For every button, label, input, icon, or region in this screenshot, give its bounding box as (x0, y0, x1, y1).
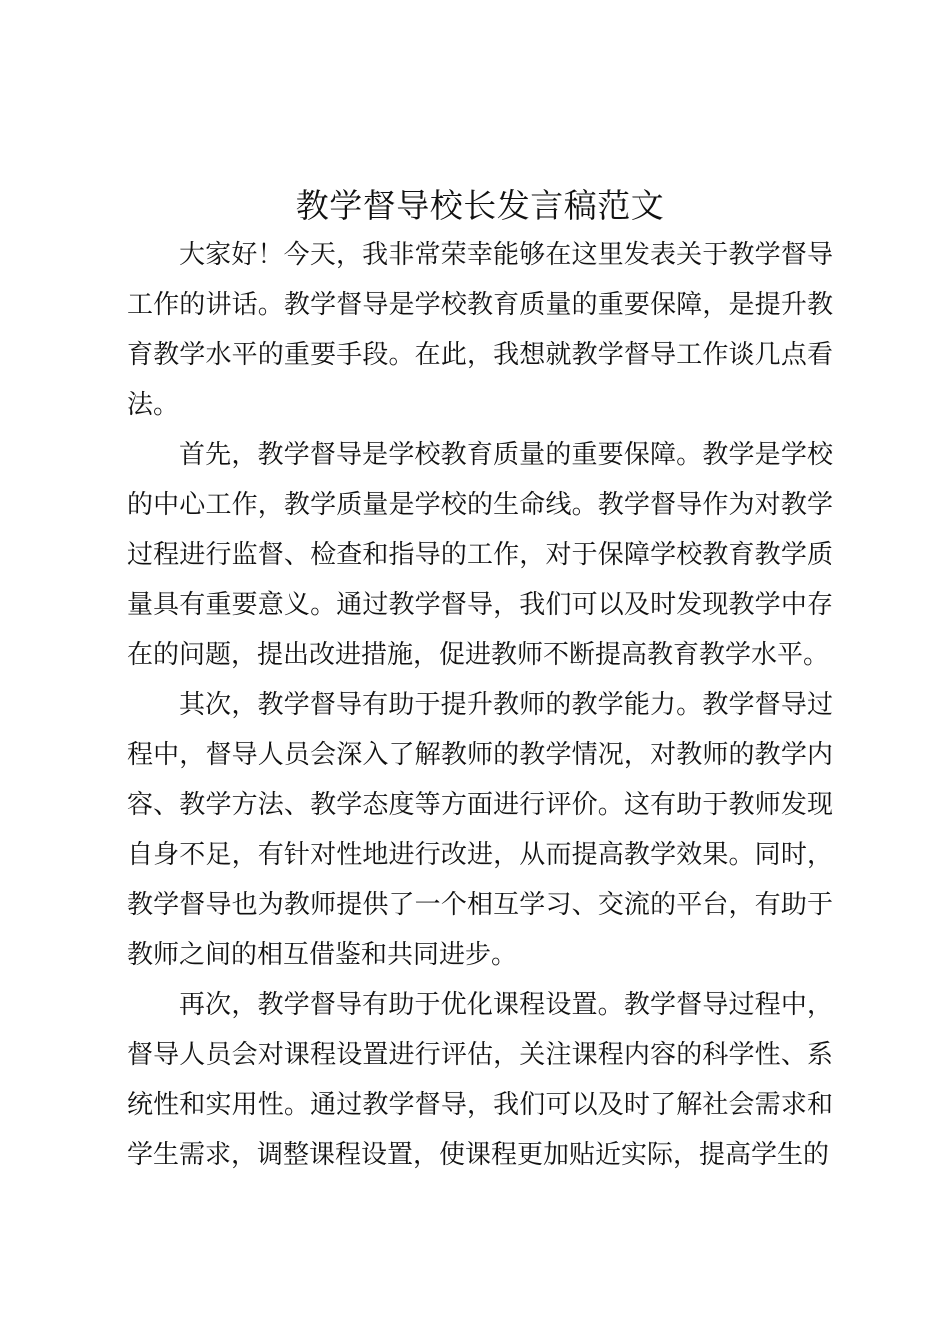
paragraph-first-point: 首先，教学督导是学校教育质量的重要保障。教学是学校的中心工作，教学质量是学校的生命线。教学督导作为对教学过程进行监督、检查和指导的工作，对于保障学校教育教学质量具有重要意义。通过教学督导，我们可以及时发现教学中存在的问题，提出改进措施，促进教师不断提高教育教学水平。 (127, 440, 833, 670)
paragraph-second-point: 其次，教学督导有助于提升教师的教学能力。教学督导过程中，督导人员会深入了解教师的教学情况，对教师的教学内容、教学方法、教学态度等方面进行评价。这有助于教师发现自身不足，有针对性地进行改进，从而提高教学效果。同时，教学督导也为教师提供了一个相互学习、交流的平台，有助于教师之间的相互借鉴和共同进步。 (127, 690, 833, 970)
document-body (127, 182, 833, 1180)
document-title: 教学督导校长发言稿范文 (295, 186, 665, 225)
paragraph-third-point: 再次，教学督导有助于优化课程设置。教学督导过程中，督导人员会对课程设置进行评估，关注课程内容的科学性、系统性和实用性。通过教学督导，我们可以及时了解社会需求和学生需求，调整课程设置，使课程更加贴近实际，提高学生的 (127, 990, 833, 1170)
paragraph-greeting: 大家好！今天，我非常荣幸能够在这里发表关于教学督导工作的讲话。教学督导是学校教育质量的重要保障，是提升教育教学水平的重要手段。在此，我想就教学督导工作谈几点看法。 (127, 240, 833, 420)
